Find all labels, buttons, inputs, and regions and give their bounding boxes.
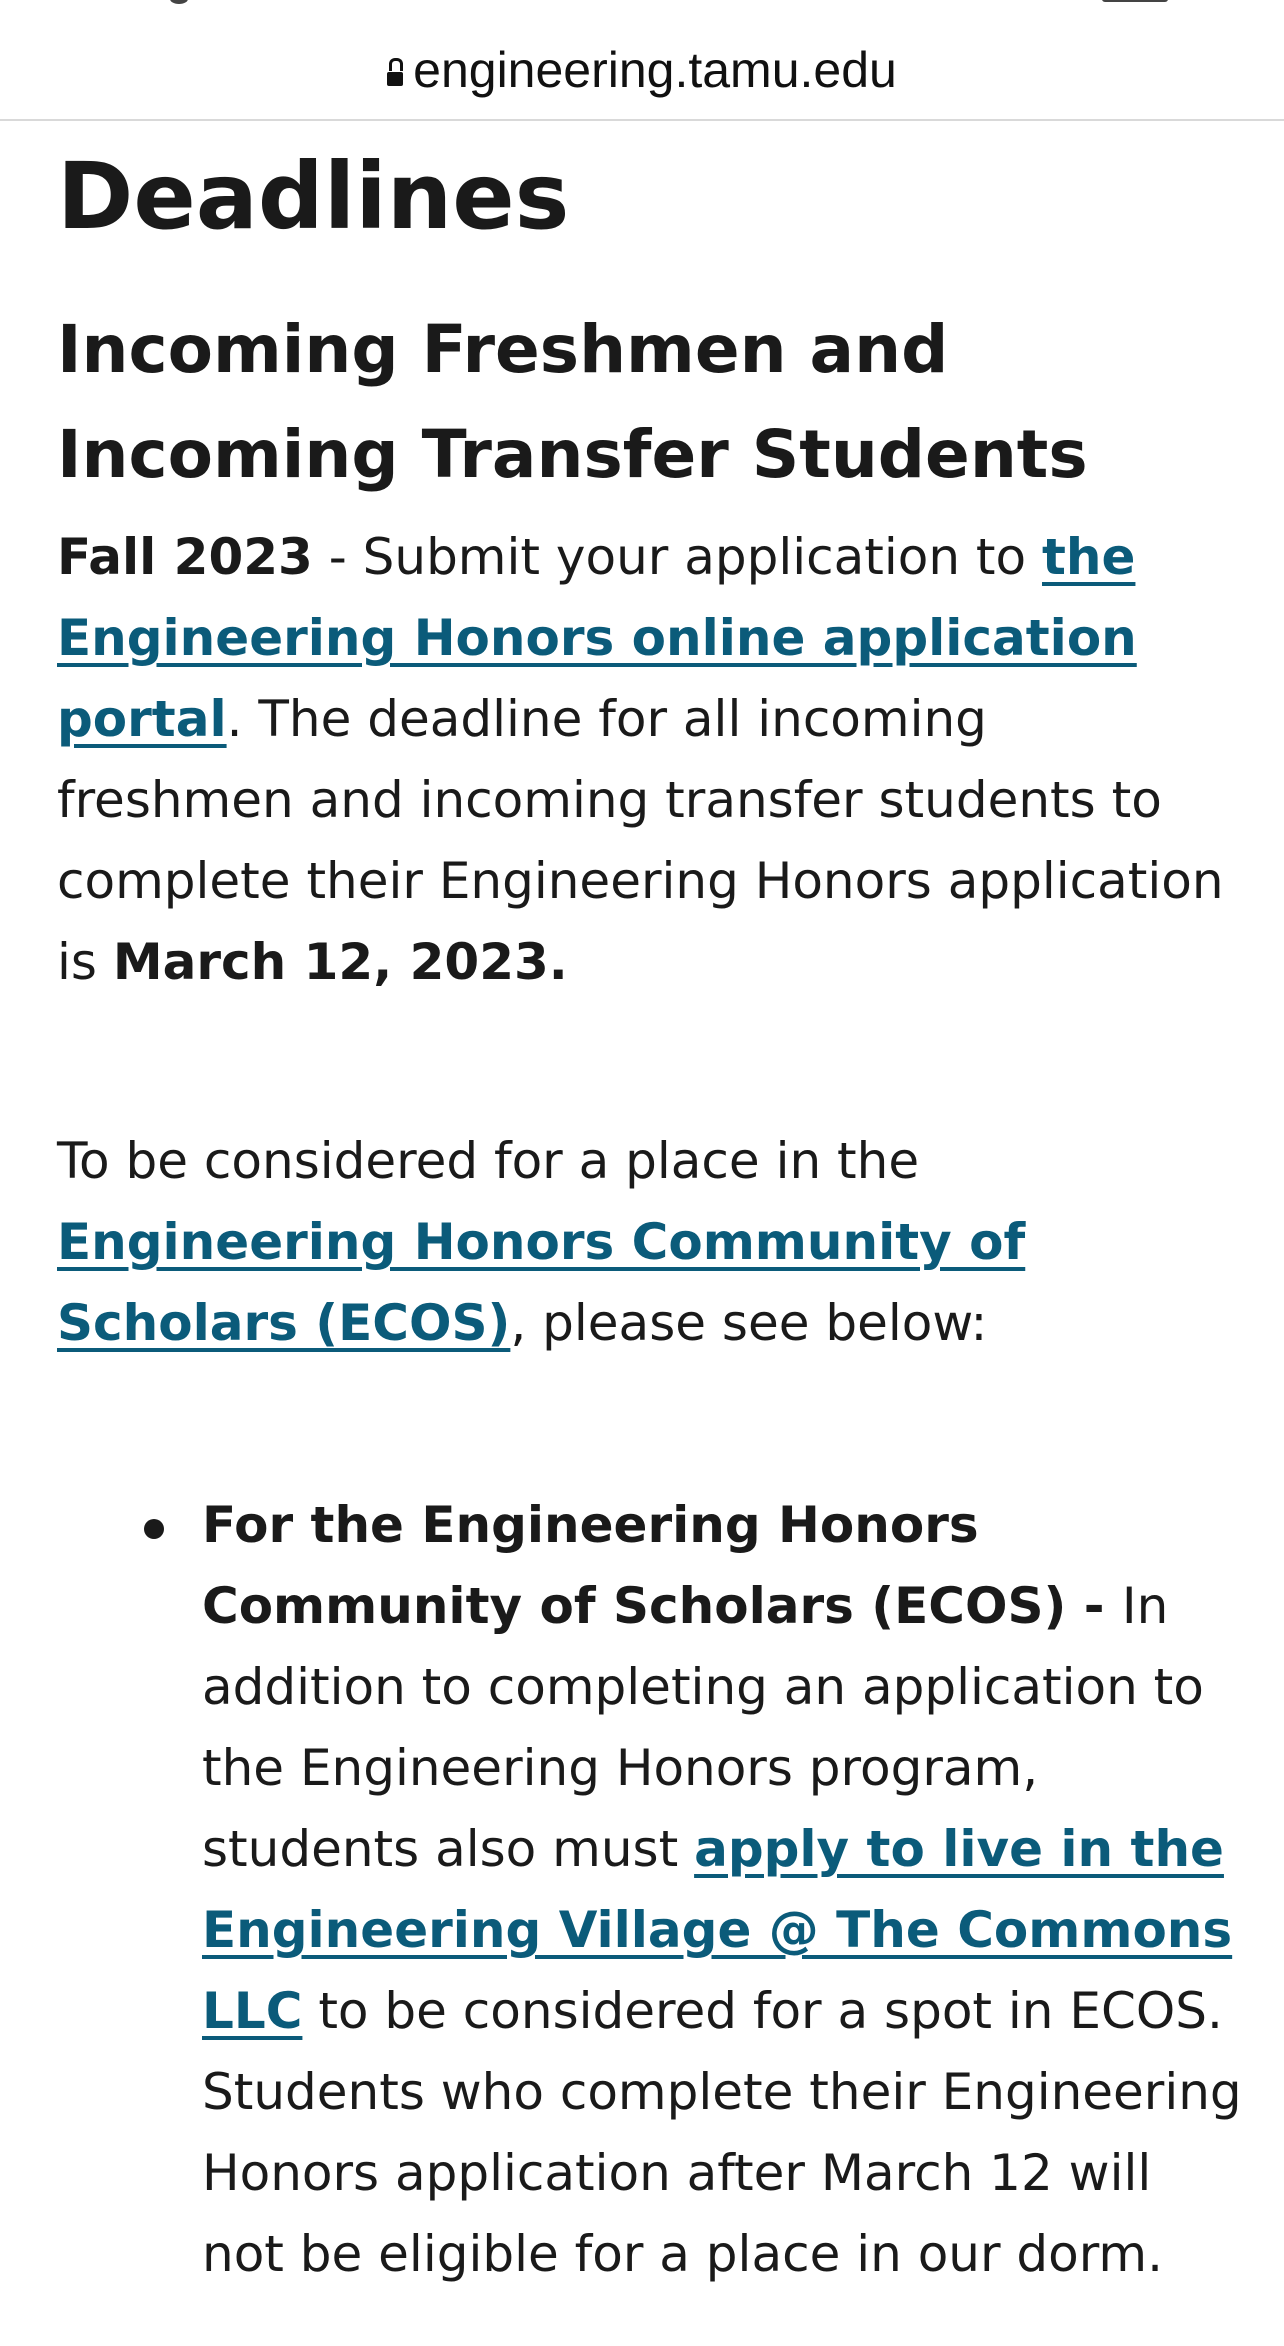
ecos-link[interactable]: Engineering Honors Community of Scholars (ECOS) <box>57 1213 1026 1352</box>
status-bar-peek-right <box>1102 0 1168 2</box>
ecos-intro-paragraph <box>57 1121 1242 1364</box>
fall-2023-paragraph <box>57 517 1232 1003</box>
bullet-text-b: to be considered for a spot in ECOS. Students who complete their Engineering Honors application after March 12 will not be eligible for a place in our dorm. <box>202 1982 1242 2283</box>
browser-address-bar[interactable] <box>0 0 1284 121</box>
term-label: Fall 2023 <box>57 528 313 586</box>
url-text: engineering.tamu.edu <box>413 42 897 98</box>
para1-text-a: - Submit your application to <box>312 528 1043 586</box>
para2-text-b: , please see below: <box>510 1294 988 1352</box>
list-item <box>57 1485 1242 2295</box>
bullet-text-a: In addition to completing an application to the Engineering Honors program, students also must <box>202 1577 1204 1878</box>
engineering-village-link[interactable]: apply to live in the Engineering Village @ The Commons LLC <box>202 1820 1233 2040</box>
page-title: Deadlines <box>57 143 570 250</box>
bullet-icon <box>144 1519 164 1539</box>
status-bar-peek-left <box>170 0 188 4</box>
para1-text-b: . The deadline for all incoming freshmen and incoming transfer students to complete their Engineering Honors application is <box>57 690 1224 991</box>
bullet-heading: For the Engineering Honors Community of Scholars (ECOS) - <box>202 1496 1122 1635</box>
para2-text-a: To be considered for a place in the <box>57 1132 920 1190</box>
section-title: Incoming Freshmen and Incoming Transfer Students <box>57 311 1088 493</box>
lock-icon <box>387 66 403 86</box>
deadline-date: March 12, 2023. <box>112 933 568 991</box>
application-portal-link[interactable]: the Engineering Honors online application portal <box>57 528 1137 748</box>
url-display[interactable] <box>0 38 1284 102</box>
requirements-list <box>57 1485 1242 2295</box>
